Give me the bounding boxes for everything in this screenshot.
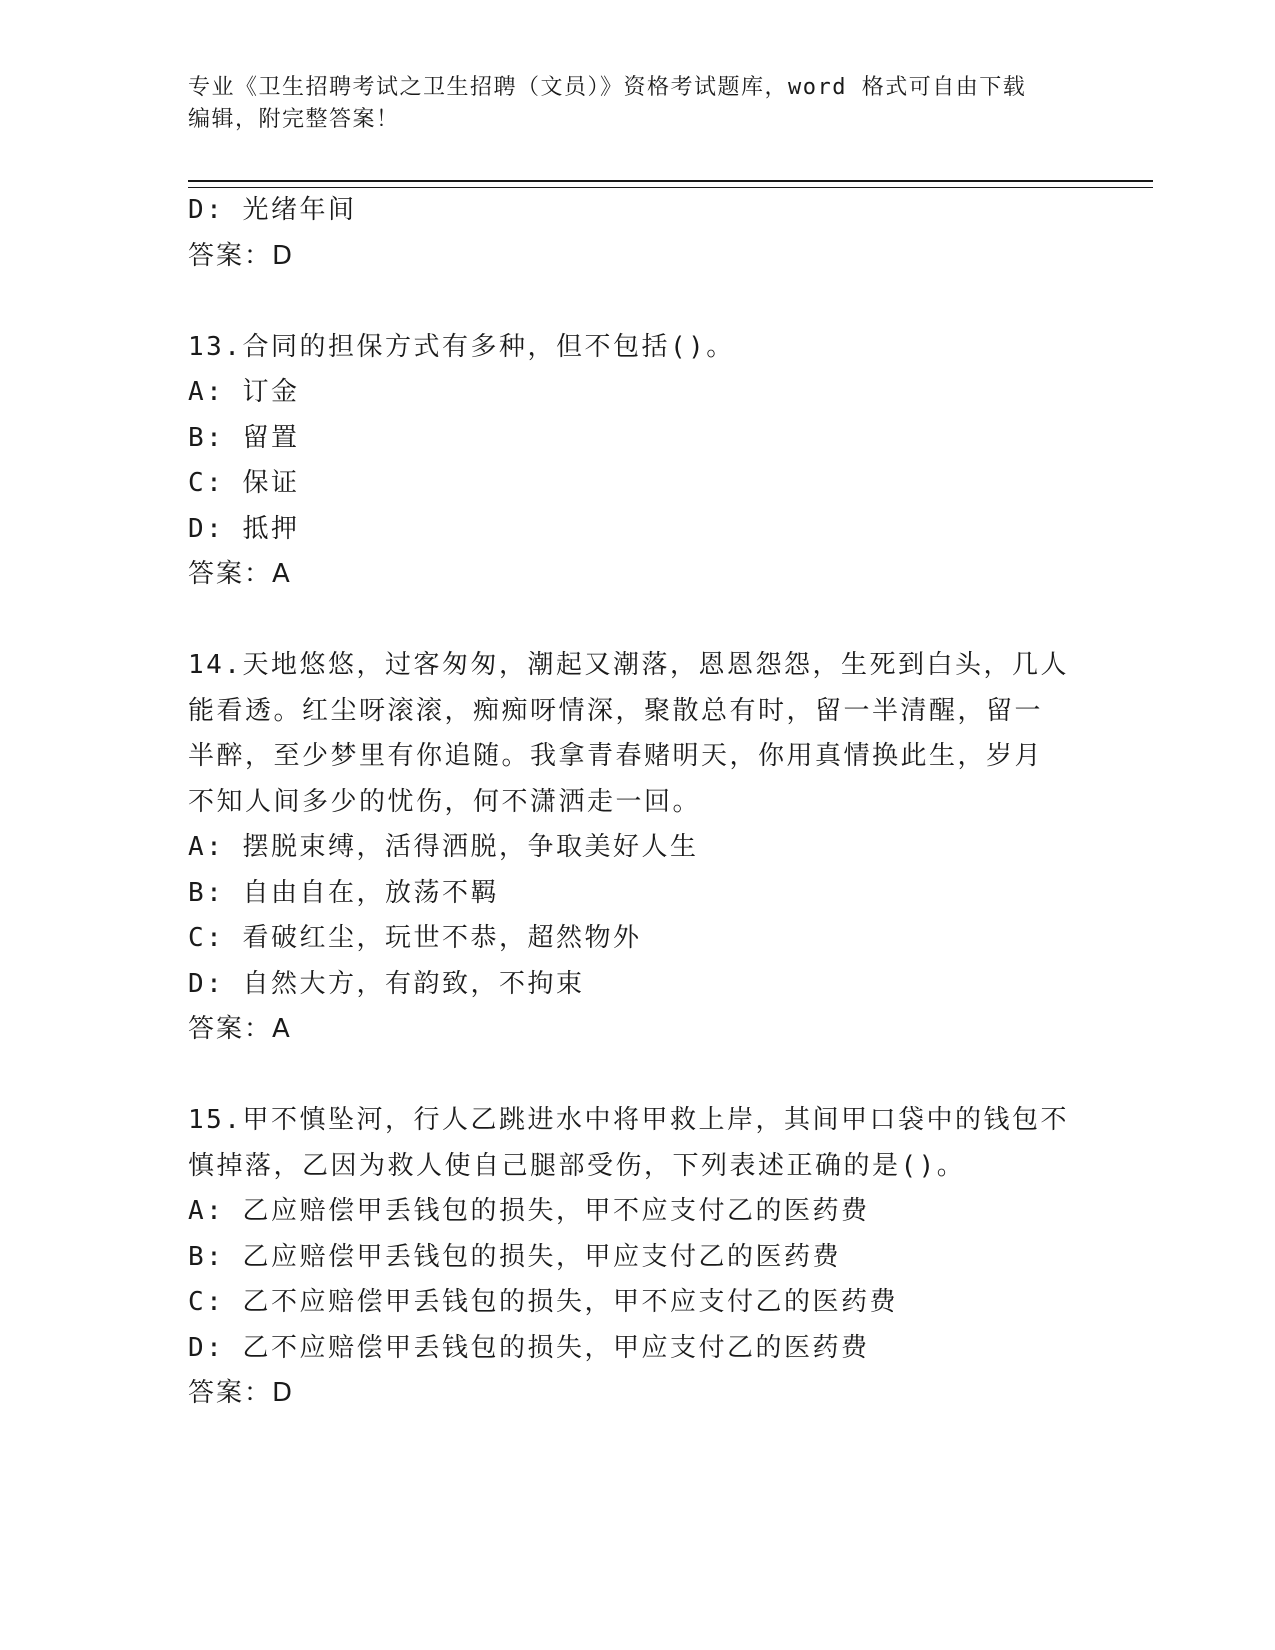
prev-question-block [188, 188, 1088, 279]
answer: 答案：A [188, 1014, 292, 1044]
question-13 [188, 325, 1088, 598]
option-a: A: 乙应赔偿甲丢钱包的损失，甲不应支付乙的医药费 [188, 1196, 870, 1226]
option-c: C: 看破红尘，玩世不恭，超然物外 [188, 923, 642, 953]
answer: 答案：D [188, 240, 295, 271]
header-divider [188, 180, 1153, 188]
spacer [188, 279, 1088, 325]
question-14 [188, 643, 1088, 1053]
header-line-2: 编辑，附完整答案！ [188, 107, 400, 132]
option-a: A: 订金 [188, 377, 300, 407]
question-stem-line: 14.天地悠悠，过客匆匆，潮起又潮落，恩恩怨怨，生死到白头，几人 [188, 650, 1069, 680]
option-a: A: 摆脱束缚，活得洒脱，争取美好人生 [188, 832, 699, 862]
question-stem-line: 能看透。红尘呀滚滚，痴痴呀情深，聚散总有时，留一半清醒，留一 [188, 695, 1044, 726]
option-d: D: 乙不应赔偿甲丢钱包的损失，甲应支付乙的医药费 [188, 1332, 870, 1363]
question-stem-line: 不知人间多少的忧伤，何不潇洒走一回。 [188, 786, 702, 817]
question-15 [188, 1098, 1088, 1417]
option-c: C: 乙不应赔偿甲丢钱包的损失，甲不应支付乙的医药费 [188, 1287, 898, 1317]
question-stem-line: 15.甲不慎坠河，行人乙跳进水中将甲救上岸，其间甲口袋中的钱包不 [188, 1105, 1069, 1135]
question-stem-line: 慎掉落，乙因为救人使自己腿部受伤，下列表述正确的是()。 [188, 1150, 966, 1181]
question-content [188, 188, 1088, 1417]
answer: 答案：A [188, 559, 292, 589]
spacer [188, 1053, 1088, 1099]
question-stem-line: 半醉，至少梦里有你追随。我拿青春赌明天，你用真情换此生，岁月 [188, 741, 1044, 771]
answer: 答案：D [188, 1378, 295, 1408]
question-stem: 13.合同的担保方式有多种，但不包括()。 [188, 331, 735, 362]
document-header [188, 72, 1088, 136]
option-b: B: 自由自在，放荡不羁 [188, 877, 499, 908]
option-c: C: 保证 [188, 468, 300, 498]
header-line-1: 专业《卫生招聘考试之卫生招聘（文员）》资格考试题库，word 格式可自由下载 [188, 75, 1027, 100]
spacer [188, 598, 1088, 644]
option-d: D: 自然大方，有韵致，不拘束 [188, 968, 585, 999]
option-d: D: 抵押 [188, 513, 300, 544]
option-b: B: 留置 [188, 422, 300, 453]
option-d: D: 光绪年间 [188, 195, 357, 225]
option-b: B: 乙应赔偿甲丢钱包的损失，甲应支付乙的医药费 [188, 1241, 841, 1272]
